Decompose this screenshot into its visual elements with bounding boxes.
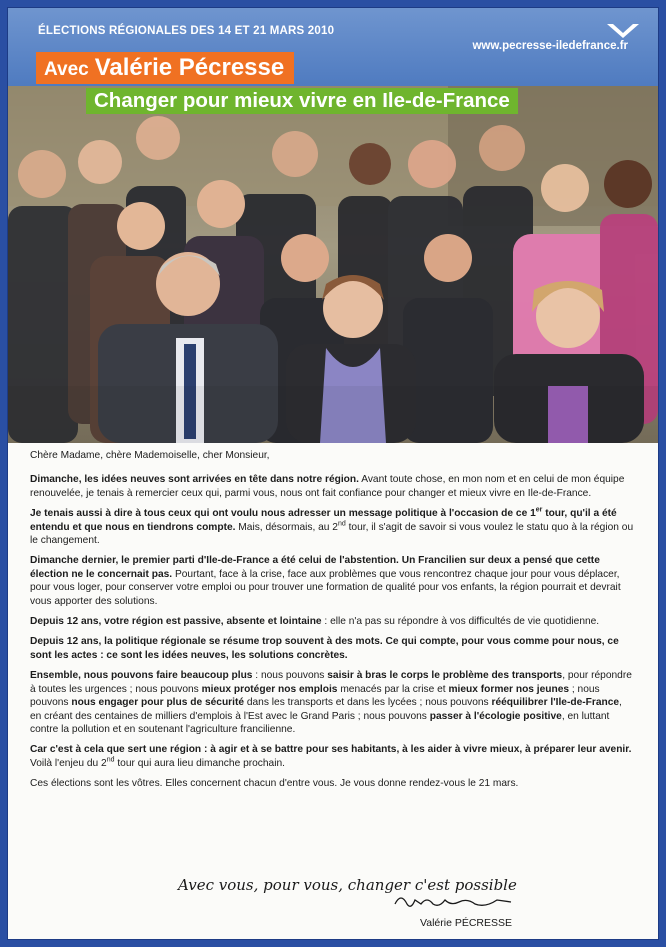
candidate-name-banner xyxy=(36,52,294,84)
signature-block xyxy=(168,870,518,935)
p6-g: mieux former nos jeunes xyxy=(448,683,570,695)
letter-body xyxy=(30,449,636,798)
p2-part-d: tour, il s'agit de savoir si vous voulez le statu quo à la région ou le changement. xyxy=(30,521,634,547)
p7-sup-nd: nd xyxy=(106,756,115,764)
p2-part-c: Mais, désormais, au 2 xyxy=(235,521,338,533)
v-chevron-logo-icon xyxy=(606,22,640,40)
p3-text: Pourtant, face à la crise, face aux problèmes que vous rencontrez chaque jour pour vous déplacer, pour vous loger, pour conserver votre emploi ou pour trouver une formation de qualité pour vos enfants, la région pourrait et devrait vous apporter des solutions. xyxy=(30,568,621,607)
paragraph-8: Ces élections sont les vôtres. Elles concernent chacun d'entre vous. Je vous donne rendez-vous le 21 mars. xyxy=(30,778,519,790)
paragraph-5 xyxy=(30,635,636,662)
p6-l: , en créant des centaines de milliers d'emplois à l'Est avec le Grand Paris ; nous pouvons xyxy=(30,697,622,722)
candidate-name: Valérie Pécresse xyxy=(94,54,285,81)
p6-k: rééquilibrer l'Ile-de-France xyxy=(491,697,620,709)
p7-a: Voilà l'enjeu du 2 xyxy=(30,757,107,769)
signer-name: Valérie PÉCRESSE xyxy=(420,917,513,929)
paragraph-4 xyxy=(30,615,636,628)
p4-text: : elle n'a pas su répondre à vos difficultés de vie quotidienne. xyxy=(321,616,600,628)
p4-bold: Depuis 12 ans, votre région est passive, absente et lointaine xyxy=(30,616,322,628)
p6-j: dans les transports et dans les lycées ; nous pouvons xyxy=(244,697,492,709)
handwritten-note: Avec vous, pour vous, changer c'est possible xyxy=(178,876,517,894)
website-url: www.pecresse-iledefrance.fr xyxy=(472,40,628,52)
header-band xyxy=(8,8,658,86)
p2-sup-nd: nd xyxy=(337,520,346,528)
p2-part-b: tour, qu'il a été entendu et que nous en tiendrons compte. xyxy=(30,508,617,533)
team-photo-illustration xyxy=(8,86,658,443)
p6-f: menacés par la crise et xyxy=(337,683,449,695)
p7-b: tour qui aura lieu dimanche prochain. xyxy=(114,757,285,769)
leaflet-page xyxy=(8,8,658,939)
p6-h: ; nous pouvons xyxy=(30,683,600,709)
p6-e: mieux protéger nos emplois xyxy=(201,683,338,695)
name-prefix: Avec xyxy=(44,59,89,80)
p5-bold: Depuis 12 ans, la politique régionale se résume trop souvent à des mots. Ce qui compte, pour vous comme pour nous, ce sont les actes : ce sont les idées neuves, les solutions concrètes. xyxy=(30,636,619,661)
campaign-slogan: Changer pour mieux vivre en Ile-de-France xyxy=(86,88,518,114)
p6-i: nous engager pour plus de sécurité xyxy=(71,697,245,709)
p2-sup-er: er xyxy=(535,506,543,514)
handwritten-signature-icon xyxy=(393,890,513,912)
paragraph-3 xyxy=(30,554,636,608)
p6-a: Ensemble, nous pouvons faire beaucoup plus xyxy=(30,670,253,682)
p1-bold: Dimanche, les idées neuves sont arrivées en tête dans notre région. xyxy=(30,474,359,486)
p1-text: Avant toute chose, en mon nom et en celui de mon équipe renouvelée, je tenais à remercier ceux qui, parmi vous, nous ont fait confiance pour changer et mieux vivre en Ile-de-France. xyxy=(30,474,625,499)
paragraph-1 xyxy=(30,473,636,500)
p6-b: : nous pouvons xyxy=(252,670,328,682)
p6-c: saisir à bras le corps le problème des transports xyxy=(327,670,563,682)
p7-bold: Car c'est à cela que sert une région : à agir et à se battre pour ses habitants, à les aider à vivre mieux, à préparer leur avenir. xyxy=(30,744,632,756)
salutation: Chère Madame, chère Mademoiselle, cher Monsieur, xyxy=(30,450,270,461)
team-group-photo xyxy=(8,86,658,443)
paragraph-6 xyxy=(30,669,636,736)
p3-bold: Dimanche dernier, le premier parti d'Ile-de-France a été celui de l'abstention. Un Francilien sur deux a pensé que cette élection ne le concernait pas. xyxy=(30,555,600,580)
election-dates: ÉLECTIONS RÉGIONALES DES 14 ET 21 MARS 2010 xyxy=(38,25,335,37)
paragraph-2 xyxy=(30,507,636,547)
p6-m: passer à l'écologie positive xyxy=(429,710,562,722)
p2-part-a: Je tenais aussi à dire à tous ceux qui ont voulu nous adresser un message politique à l'occasion de ce 1 xyxy=(30,508,536,520)
p6-d: , pour répondre à toutes les urgences ; nous pouvons xyxy=(30,670,632,695)
p6-n: , en luttant contre la pollution et en soutenant l'agriculture francilienne. xyxy=(30,710,610,735)
paragraph-7 xyxy=(30,743,636,770)
